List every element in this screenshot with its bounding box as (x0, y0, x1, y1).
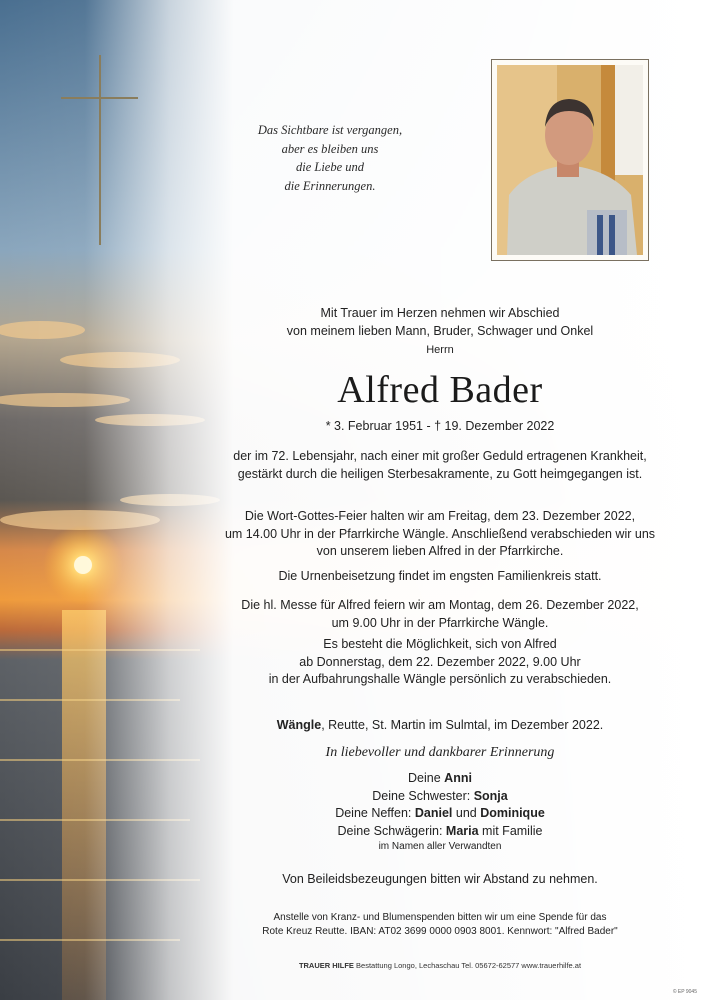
relatives-line: im Namen aller Verwandten (378, 841, 502, 852)
family-name: Anni (444, 771, 472, 785)
family-name: Maria (445, 823, 479, 838)
copyright: © EP 9045 (672, 989, 697, 995)
donation-note (210, 911, 670, 939)
mass-text (210, 597, 670, 632)
intro-line: von meinem lieben Mann, Bruder, Schwager und Onkel (286, 323, 594, 338)
family-label: Deine Schwägerin: (337, 823, 446, 838)
death-text (210, 448, 670, 483)
family-list (210, 770, 670, 854)
text-line: um 14.00 Uhr in der Pfarrkirche Wängle. Anschließend verabschieden wir uns (224, 526, 656, 541)
text-line: um 9.00 Uhr in der Pfarrkirche Wängle. (331, 615, 549, 630)
urn-text (210, 568, 670, 586)
footer-contact: Bestattung Longo, Lechaschau Tel. 05672-62577 www.trauerhilfe.at (353, 961, 582, 970)
family-label: Deine Schwester: (372, 788, 474, 803)
text-line: Die hl. Messe für Alfred feiern wir am Montag, dem 26. Dezember 2022, (241, 598, 639, 612)
text-line: von unserem lieben Alfred in der Pfarrkirche. (316, 544, 564, 558)
text-line: gestärkt durch die heiligen Sterbesakramente, zu Gott heimgegangen ist. (237, 466, 643, 481)
family-name: Dominique (480, 806, 545, 820)
place-rest: , Reutte, St. Martin im Sulmtal, im Dezember 2022. (321, 718, 604, 732)
farewell-text (210, 636, 670, 689)
text-line: Anstelle von Kranz- und Blumenspenden bitten wir um eine Spende für das (273, 912, 607, 923)
family-label: Deine (408, 771, 445, 785)
text-line: Rote Kreuz Reutte. IBAN: AT02 3699 0000 0903 8001. Kennwort: "Alfred Bader" (262, 926, 618, 937)
life-dates: * 3. Februar 1951 - † 19. Dezember 2022 (325, 419, 555, 433)
poem-line: Das Sichtbare ist vergangen, (257, 123, 403, 137)
remembrance-heading: In liebevoller und dankbarer Erinnerung (325, 745, 555, 760)
family-label: mit Familie (478, 823, 543, 838)
footer-brand: TRAUER HILFE (298, 961, 354, 970)
place-date (210, 717, 670, 735)
family-name: Sonja (473, 788, 508, 803)
cross-icon-vertical (99, 55, 101, 245)
text-line: Es besteht die Möglichkeit, sich von Alfred (323, 637, 557, 651)
portrait-photo (497, 65, 643, 255)
intro-line: Mit Trauer im Herzen nehmen wir Abschied (320, 306, 560, 320)
cross-icon-horizontal (61, 97, 138, 99)
family-label: Deine Neffen: (335, 806, 415, 820)
poem-line: aber es bleiben uns (281, 141, 379, 156)
salutation: Herrn (426, 344, 454, 356)
text-line: Von Beileidsbezeugungen bitten wir Abstand zu nehmen. (282, 872, 598, 886)
poem-line: die Erinnerungen. (284, 178, 376, 193)
family-label: und (452, 806, 481, 820)
poem-line: die Liebe und (295, 160, 365, 174)
text-line: der im 72. Lebensjahr, nach einer mit großer Geduld ertragenen Krankheit, (233, 449, 647, 463)
service-text (210, 508, 670, 561)
portrait-photo-frame (491, 59, 649, 261)
family-name: Daniel (414, 806, 453, 820)
text-line: ab Donnerstag, dem 22. Dezember 2022, 9.00 Uhr (299, 654, 581, 669)
condolence-note (210, 871, 670, 889)
footer (210, 961, 670, 970)
deceased-name: Alfred Bader (337, 369, 543, 411)
place-name: Wängle (276, 718, 322, 732)
intro-text (210, 305, 670, 360)
text-line: Die Wort-Gottes-Feier halten wir am Freitag, dem 23. Dezember 2022, (244, 509, 636, 523)
poem (230, 121, 430, 195)
text-line: Die Urnenbeisetzung findet im engsten Familienkreis statt. (278, 569, 602, 583)
text-line: in der Aufbahrungshalle Wängle persönlich zu verabschieden. (268, 672, 612, 686)
